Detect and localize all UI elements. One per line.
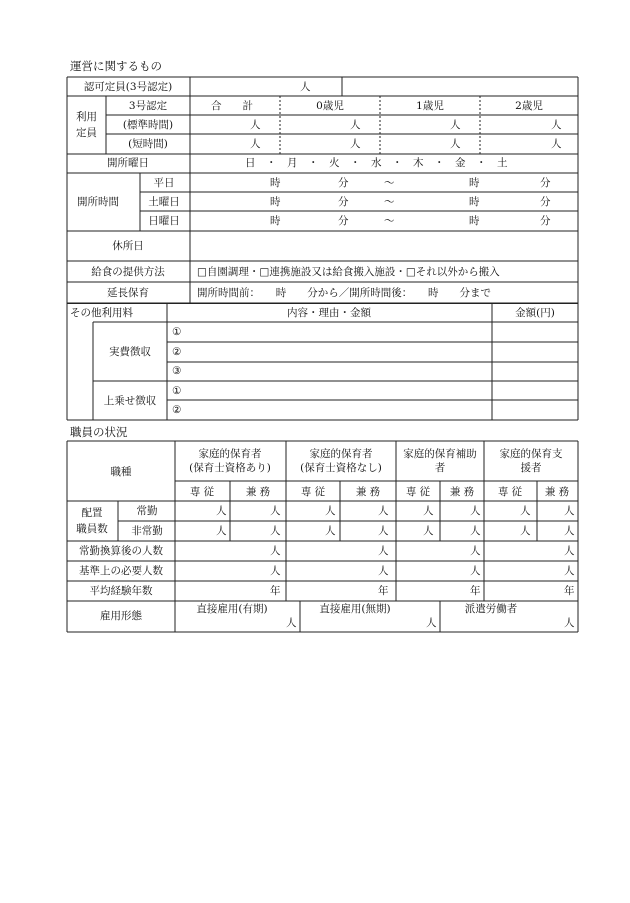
person-unit: 人 (378, 525, 389, 537)
row-number: ② (172, 346, 182, 358)
usage-age1-header: 1歳児 (416, 100, 444, 112)
capacity-label: 認可定員(3号認定) (83, 81, 173, 93)
col3-header-a: 家庭的保育補助 (403, 448, 477, 460)
minute-unit: 分 (540, 196, 551, 208)
full-time-header: 専 従 (497, 486, 523, 498)
section-title-operations: 運営に関するもの (70, 59, 162, 73)
concurrent-header: 兼 務 (544, 486, 570, 498)
person-unit: 人 (426, 617, 437, 629)
person-unit: 人 (470, 525, 481, 537)
direct-fixed-label: 直接雇用(有期) (196, 603, 268, 615)
minute-unit: 分 (338, 196, 349, 208)
placement-label-b: 職員数 (76, 523, 108, 535)
full-time-header: 専 従 (405, 486, 431, 498)
hour-unit: 時 (469, 215, 480, 227)
person-unit: 人 (378, 545, 389, 557)
meal-options[interactable]: □自園調理・□連携施設又は給食搬入施設・□それ以外から搬入 (197, 266, 500, 278)
tilde: 〜 (384, 196, 395, 208)
col4-header-a: 家庭的保育支 (499, 448, 563, 460)
capacity-unit: 人 (300, 81, 311, 93)
usage-unit: 人 (450, 138, 461, 150)
year-unit: 年 (470, 585, 481, 597)
usage-total-header: 合 計 (211, 100, 253, 112)
dispatch-label: 派遣労働者 (464, 603, 518, 615)
placement-label-a: 配置 (81, 507, 103, 519)
col3-header-b: 者 (434, 462, 446, 474)
concurrent-header: 兼 務 (245, 486, 271, 498)
usage-unit: 人 (350, 119, 361, 131)
regular-label: 常勤 (136, 505, 158, 517)
employment-label: 雇用形態 (100, 610, 142, 622)
col4-header-b: 援者 (520, 462, 542, 474)
usage-category: 3号認定 (128, 100, 168, 112)
row-number: ② (172, 404, 182, 416)
person-unit: 人 (520, 505, 531, 517)
person-unit: 人 (378, 505, 389, 517)
usage-short-label: (短時間) (128, 138, 168, 150)
usage-label-2: 定員 (76, 127, 97, 139)
col2-header-a: 家庭的保育者 (309, 448, 373, 460)
hour-unit: 時 (270, 215, 281, 227)
open-hours-label: 開所時間 (77, 196, 119, 208)
minute-unit: 分 (540, 215, 551, 227)
nonregular-label: 非常勤 (131, 525, 163, 537)
person-unit: 人 (378, 565, 389, 577)
actual-cost-label: 実費徴収 (109, 346, 151, 358)
hour-unit: 時 (270, 196, 281, 208)
minute-unit: 分 (540, 177, 551, 189)
col1-header-a: 家庭的保育者 (198, 448, 262, 460)
weekday-label: 平日 (153, 177, 175, 189)
other-fees-label: その他利用料 (70, 307, 133, 319)
content-header: 内容・理由・金額 (287, 307, 371, 319)
person-unit: 人 (325, 505, 336, 517)
col2-header-b: (保育士資格なし) (300, 462, 382, 474)
year-unit: 年 (270, 585, 281, 597)
open-days-label: 開所曜日 (107, 157, 149, 169)
person-unit: 人 (564, 525, 575, 537)
person-unit: 人 (270, 505, 281, 517)
person-unit: 人 (286, 617, 297, 629)
year-unit: 年 (378, 585, 389, 597)
person-unit: 人 (423, 505, 434, 517)
usage-unit: 人 (551, 119, 562, 131)
capacity-input[interactable] (192, 79, 296, 94)
row-number: ① (172, 326, 182, 338)
person-unit: 人 (520, 525, 531, 537)
fte-label: 常勤換算後の人数 (79, 545, 163, 557)
usage-unit: 人 (450, 119, 461, 131)
closed-days-input[interactable] (192, 233, 576, 259)
usage-age0-header: 0歳児 (316, 100, 344, 112)
full-time-header: 専 従 (189, 486, 215, 498)
person-unit: 人 (270, 565, 281, 577)
col1-header-b: (保育士資格あり) (189, 462, 271, 474)
saturday-label: 土曜日 (148, 196, 180, 208)
tilde: 〜 (384, 215, 395, 227)
avg-years-label: 平均経験年数 (89, 585, 153, 597)
person-unit: 人 (564, 505, 575, 517)
person-unit: 人 (270, 525, 281, 537)
tilde: 〜 (384, 177, 395, 189)
concurrent-header: 兼 務 (355, 486, 381, 498)
meal-label: 給食の提供方法 (91, 266, 165, 278)
year-unit: 年 (564, 585, 575, 597)
concurrent-header: 兼 務 (449, 486, 475, 498)
hour-unit: 時 (469, 177, 480, 189)
minute-unit: 分 (338, 215, 349, 227)
extra-fee-label: 上乗せ徴収 (103, 395, 157, 407)
hour-unit: 時 (270, 177, 281, 189)
row-number: ① (172, 385, 182, 397)
amount-header: 金額(円) (515, 307, 555, 319)
usage-unit: 人 (350, 138, 361, 150)
job-type-label: 職種 (110, 466, 132, 478)
sunday-label: 日曜日 (148, 215, 180, 227)
hour-unit: 時 (469, 196, 480, 208)
extended-text[interactable]: 開所時間前： 時 分から／開所時間後： 時 分まで (197, 287, 491, 299)
usage-standard-label: (標準時間) (122, 119, 174, 131)
usage-unit: 人 (250, 119, 261, 131)
person-unit: 人 (216, 505, 227, 517)
extended-label: 延長保育 (107, 287, 149, 299)
person-unit: 人 (470, 565, 481, 577)
usage-label-1: 利用 (76, 111, 97, 123)
person-unit: 人 (325, 525, 336, 537)
open-days-list[interactable]: 日 ・ 月 ・ 火 ・ 水 ・ 木 ・ 金 ・ 土 (245, 157, 508, 169)
full-time-header: 専 従 (300, 486, 326, 498)
person-unit: 人 (470, 505, 481, 517)
required-label: 基準上の必要人数 (79, 565, 163, 577)
section-title-staff: 職員の状況 (70, 425, 128, 439)
row-number: ③ (172, 365, 182, 377)
closed-days-label: 休所日 (112, 240, 144, 252)
direct-open-label: 直接雇用(無期) (319, 603, 391, 615)
usage-unit: 人 (551, 138, 562, 150)
minute-unit: 分 (338, 177, 349, 189)
person-unit: 人 (564, 545, 575, 557)
person-unit: 人 (423, 525, 434, 537)
person-unit: 人 (564, 565, 575, 577)
usage-age2-header: 2歳児 (515, 100, 543, 112)
person-unit: 人 (564, 617, 575, 629)
person-unit: 人 (470, 545, 481, 557)
usage-unit: 人 (250, 138, 261, 150)
person-unit: 人 (216, 525, 227, 537)
person-unit: 人 (270, 545, 281, 557)
